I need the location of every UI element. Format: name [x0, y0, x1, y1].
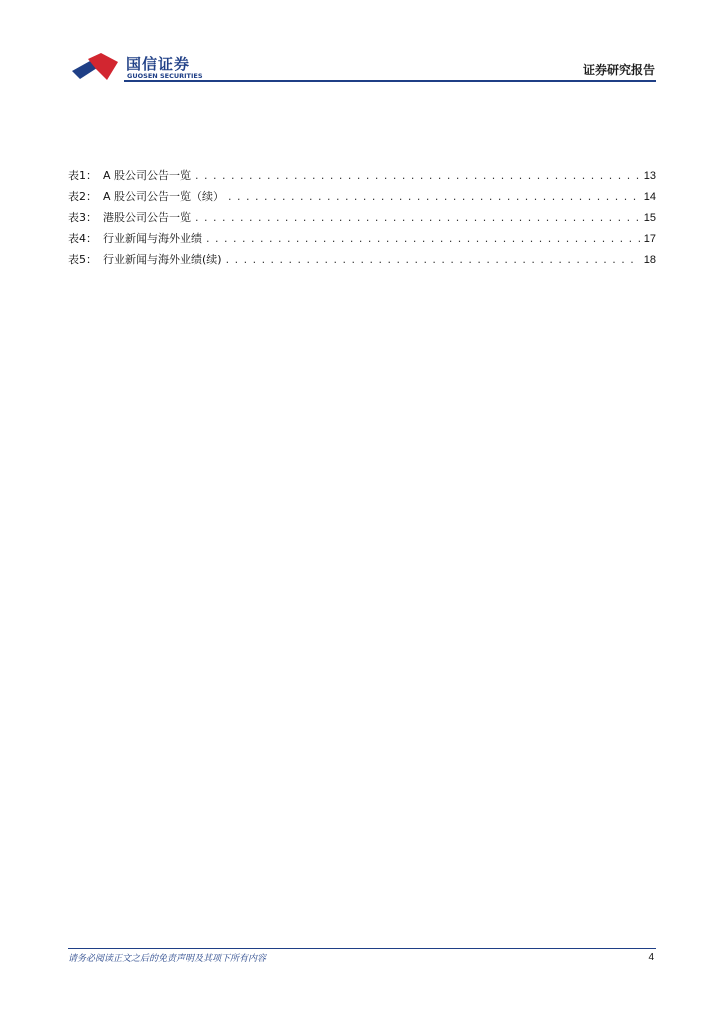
guosen-logo-mark-icon [70, 52, 120, 82]
toc-entry-title: A 股公司公告一览 [103, 169, 192, 182]
footer-divider [68, 948, 656, 949]
table-of-contents [68, 167, 656, 272]
toc-leader-dots [226, 253, 640, 266]
toc-entry[interactable] [68, 251, 656, 272]
toc-entry-title: 行业新闻与海外业绩(续) [103, 253, 222, 266]
toc-entry[interactable] [68, 230, 656, 251]
toc-leader-dots [228, 190, 640, 203]
footer-disclaimer: 请务必阅读正文之后的免责声明及其项下所有内容 [68, 954, 267, 964]
toc-entry-page: 17 [643, 233, 656, 245]
toc-entry-page: 18 [643, 254, 656, 266]
report-type-label: 证券研究报告 [582, 63, 655, 77]
toc-entry[interactable] [68, 209, 656, 230]
toc-entry-page: 14 [643, 191, 656, 203]
toc-leader-dots [206, 232, 640, 245]
brand-name-english: GUOSEN SECURITIES [127, 72, 203, 80]
toc-leader-dots [195, 211, 640, 224]
toc-entry[interactable] [68, 167, 656, 188]
toc-entry-title: 行业新闻与海外业绩 [103, 232, 202, 245]
toc-entry[interactable] [68, 188, 656, 209]
toc-leader-dots [195, 169, 640, 182]
toc-entry-title: 港股公司公告一览 [103, 211, 191, 224]
toc-entry-label: 表4： [68, 232, 97, 245]
brand-name-chinese: 国信证券 [126, 55, 191, 73]
toc-entry-page: 15 [643, 212, 656, 224]
toc-entry-label: 表5： [68, 253, 97, 266]
header-divider [124, 80, 656, 82]
toc-entry-page: 13 [643, 170, 656, 182]
toc-entry-label: 表1： [68, 169, 97, 182]
page-number: 4 [648, 952, 654, 963]
toc-entry-label: 表2： [68, 190, 97, 203]
toc-entry-title: A 股公司公告一览（续） [103, 190, 225, 203]
toc-entry-label: 表3： [68, 211, 97, 224]
